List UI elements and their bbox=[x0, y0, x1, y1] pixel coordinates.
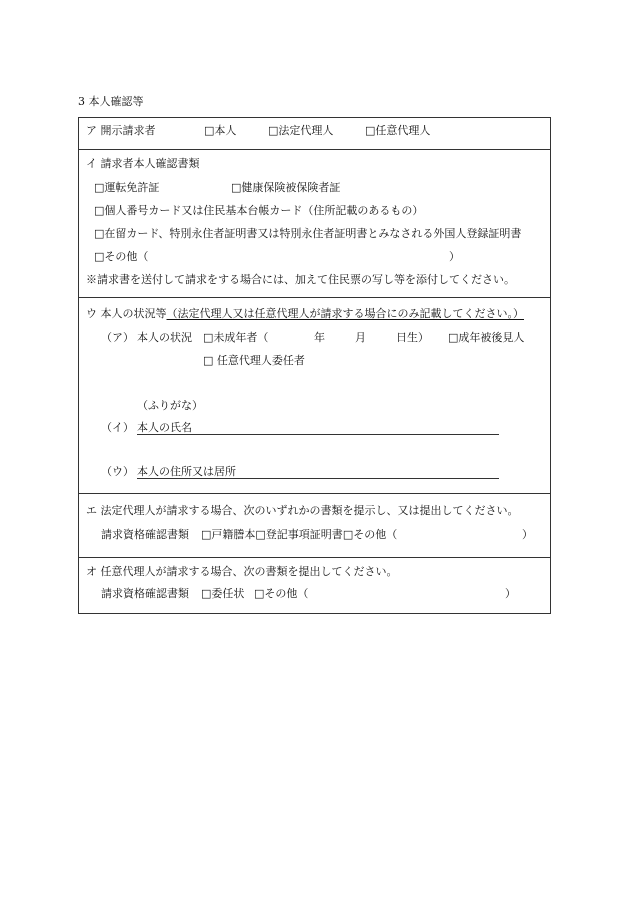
legal-agent-docs-options bbox=[201, 528, 397, 542]
sub-u-number: （ウ） bbox=[101, 465, 134, 478]
voluntary-agent-instruction: オ 任意代理人が請求する場合、次の書類を提出してください。 bbox=[86, 565, 398, 578]
birth-day-label: 日生） bbox=[396, 331, 429, 344]
voluntary-agent-other-close: ） bbox=[505, 587, 516, 600]
voluntary-principal-checkbox[interactable]: □ 任意代理人委任者 bbox=[203, 354, 305, 367]
other-document-close: ） bbox=[449, 250, 460, 263]
sub-i-number: （イ） bbox=[101, 421, 134, 434]
divider-i-u bbox=[78, 297, 551, 298]
adult-ward-checkbox[interactable]: □成年被後見人 bbox=[448, 331, 525, 344]
legal-agent-instruction: エ 法定代理人が請求する場合、次のいずれかの書類を提示し、又は提出してください。 bbox=[86, 504, 519, 517]
legal-agent-docs-label: 請求資格確認書類 bbox=[101, 528, 189, 541]
minor-checkbox[interactable]: □未成年者（ bbox=[203, 331, 269, 344]
principal-name-label: 本人の氏名 bbox=[137, 421, 192, 434]
residence-card-checkbox[interactable]: □在留カード、特別永住者証明書又は特別永住者証明書とみなされる外国人登録証明書 bbox=[94, 227, 522, 240]
requester-self-checkbox[interactable]: □本人 bbox=[204, 124, 237, 137]
divider-a-i bbox=[78, 149, 551, 150]
voluntary-agent-docs-label: 請求資格確認書類 bbox=[101, 587, 189, 600]
principal-address-label: 本人の住所又は居所 bbox=[137, 465, 236, 478]
principal-address-field[interactable] bbox=[137, 478, 499, 479]
principal-status-label: ウ 本人の状況等 bbox=[86, 307, 167, 320]
divider-u-e bbox=[78, 493, 551, 494]
health-insurance-checkbox[interactable]: □健康保険被保険者証 bbox=[231, 181, 341, 194]
power-of-attorney-checkbox[interactable]: □委任状 bbox=[201, 587, 245, 600]
family-register-checkbox[interactable]: □戸籍謄本 bbox=[201, 528, 256, 541]
furigana-label: （ふりがな） bbox=[137, 399, 203, 412]
principal-status-heading bbox=[86, 307, 524, 321]
requester-voluntary-agent-checkbox[interactable]: □任意代理人 bbox=[365, 124, 431, 137]
legal-agent-other-close: ） bbox=[522, 528, 533, 541]
requester-legal-agent-checkbox[interactable]: □法定代理人 bbox=[268, 124, 334, 137]
mail-request-note: ※請求書を送付して請求をする場合には、加えて住民票の写し等を添付してください。 bbox=[86, 273, 515, 286]
requester-type-label: ア 開示請求者 bbox=[86, 124, 156, 137]
principal-status-note: （法定代理人又は任意代理人が請求する場合にのみ記載してください。） bbox=[166, 307, 524, 320]
drivers-license-checkbox[interactable]: □運転免許証 bbox=[94, 181, 160, 194]
birth-month-label: 月 bbox=[355, 331, 366, 344]
divider-e-o bbox=[78, 557, 551, 558]
sub-a-number: （ア） bbox=[101, 331, 134, 344]
other-document-checkbox[interactable]: □その他（ bbox=[94, 250, 149, 263]
section-title: 3 本人確認等 bbox=[78, 95, 144, 108]
principal-name-field[interactable] bbox=[137, 434, 499, 435]
legal-agent-other-checkbox[interactable]: □その他（ bbox=[342, 528, 398, 541]
birth-year-label: 年 bbox=[314, 331, 325, 344]
sub-a-label: 本人の状況 bbox=[137, 331, 192, 344]
id-documents-label: イ 請求者本人確認書類 bbox=[86, 157, 200, 170]
voluntary-agent-other-checkbox[interactable]: □その他（ bbox=[254, 587, 309, 600]
registry-certificate-checkbox[interactable]: □登記事項証明書 bbox=[255, 528, 343, 541]
mynumber-card-checkbox[interactable]: □個人番号カード又は住民基本台帳カード（住所記載のあるもの） bbox=[94, 204, 424, 217]
